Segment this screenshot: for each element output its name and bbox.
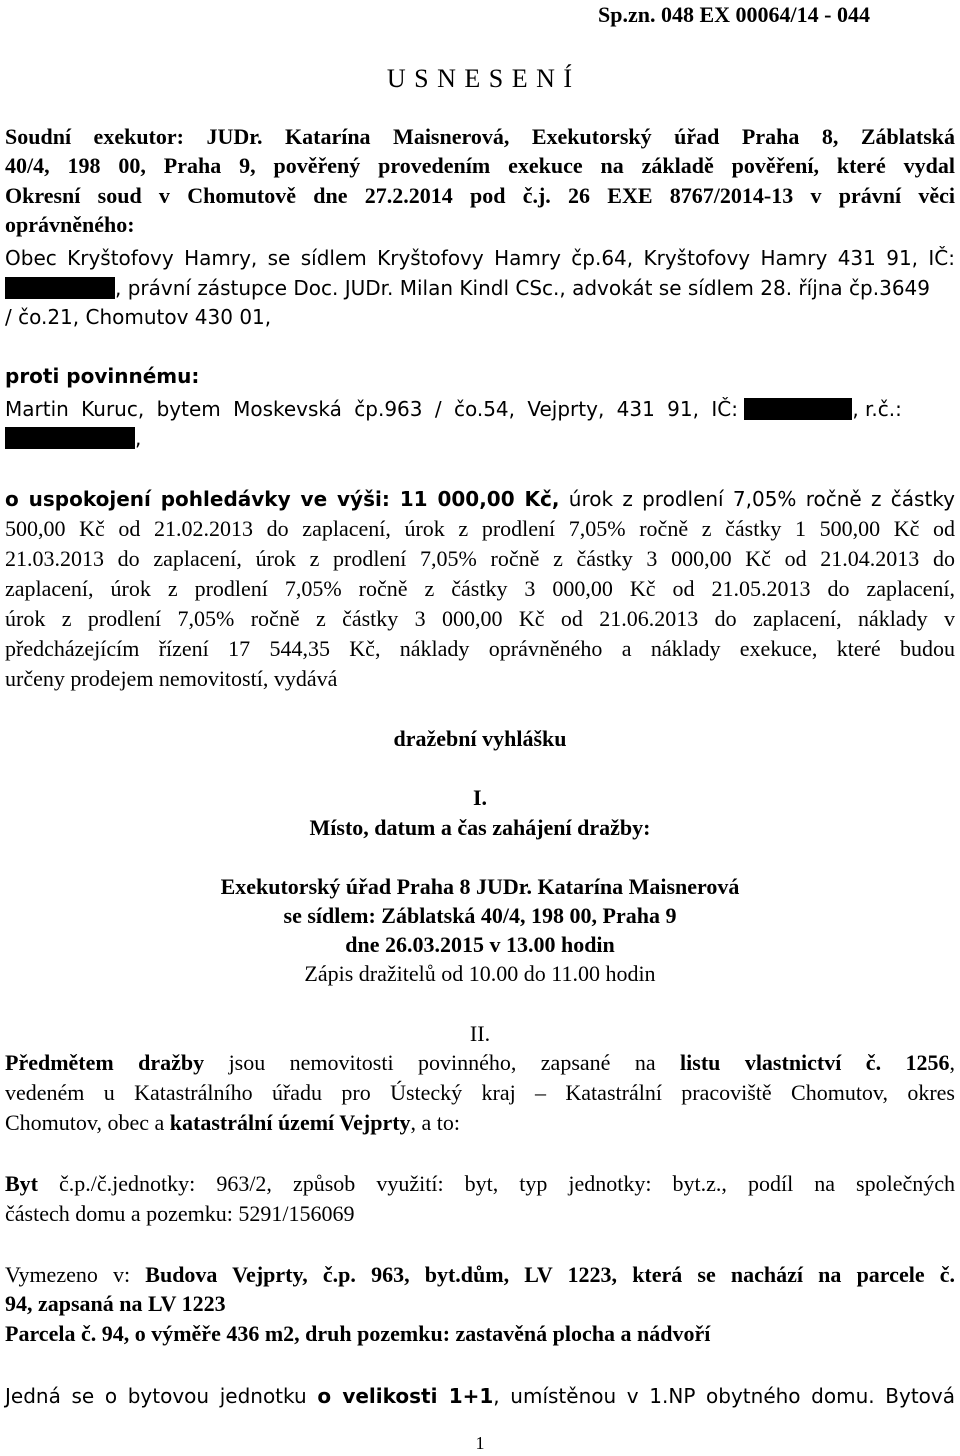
building-description: Budova Vejprty, č.p. 963, byt.dům, LV 1223, která se nachází na parcele č. xyxy=(145,1262,956,1287)
creditor-heading: oprávněného: xyxy=(5,212,135,237)
debtor-name-address: Martin Kuruc, bytem Moskevská čp.963 / čo.54, Vejprty, 431 91, IČ: xyxy=(5,397,738,421)
subject-line-2: vedeném u Katastrálního úřadu pro Ústecký kraj – Katastrální pracoviště Chomutov, okres xyxy=(5,1080,955,1105)
unit-size: o velikosti 1+1 xyxy=(317,1384,494,1408)
claim-line-5: úrok z prodlení 7,05% ročně z částky 3 000,00 Kč od 21.06.2013 do zaplacení, náklady v xyxy=(5,606,955,631)
unit-line-2: částech domu a pozemku: 5291/156069 xyxy=(5,1201,355,1226)
creditor-line-1: Obec Kryštofovy Hamry, se sídlem Kryštofovy Hamry čp.64, Kryštofovy Hamry 431 91, IČ: xyxy=(5,246,955,270)
claim-line-3: 21.03.2013 do zaplacení, úrok z prodlení 7,05% ročně z částky 3 000,00 Kč od 21.04.2013 do xyxy=(5,546,955,571)
auction-address: se sídlem: Záblatská 40/4, 198 00, Praha 9 xyxy=(283,903,677,928)
subject-line-1 xyxy=(5,1050,955,1076)
scope-line-2: 94, zapsaná na LV 1223 xyxy=(5,1291,226,1316)
section-2-numeral: II. xyxy=(469,1021,491,1046)
claim-line-7: určeny prodejem nemovitostí, vydává xyxy=(5,666,338,691)
unit-size-line xyxy=(5,1383,955,1409)
intro-line-3: Okresní soud v Chomutově dne 27.2.2014 pod č.j. 26 EXE 8767/2014-13 v právní věci xyxy=(5,183,955,208)
subject-text: jsou nemovitosti povinného, zapsané na xyxy=(204,1050,681,1075)
unit-size-text: Jedná se o bytovou jednotku xyxy=(5,1384,318,1408)
section-1-heading: Místo, datum a čas zahájení dražby: xyxy=(309,815,651,840)
debtor-line-2 xyxy=(5,425,955,451)
subject-comma: , xyxy=(949,1050,955,1075)
claim-line-6: předcházejícím řízení 17 544,35 Kč, náklady oprávněného a náklady exekuce, které budou xyxy=(5,636,955,661)
redacted-birth-number xyxy=(5,427,135,449)
subject-line-3-end: , a to: xyxy=(410,1110,461,1135)
subject-label: Předmětem dražby xyxy=(5,1050,205,1075)
unit-line-1 xyxy=(5,1171,955,1197)
claim-amount: o uspokojení pohledávky ve výši: 11 000,00 Kč, xyxy=(5,487,560,511)
debtor-birth-number-label: , r.č.: xyxy=(852,397,902,421)
claim-line-4: zaplacení, úrok z prodlení 7,05% ročně z částky 3 000,00 Kč od 21.05.2013 do zaplacení, xyxy=(5,576,955,601)
unit-description: č.p./č.jednotky: 963/2, způsob využití: byt, typ jednotky: byt.z., podíl na společných xyxy=(38,1171,955,1196)
creditor-line-3: / čo.21, Chomutov 430 01, xyxy=(5,305,272,329)
claim-line-1-rest: úrok z prodlení 7,05% ročně z částky xyxy=(559,487,955,511)
ownership-sheet: listu vlastnictví č. 1256 xyxy=(680,1050,950,1075)
subject-line-3 xyxy=(5,1110,955,1136)
claim-line-2: 500,00 Kč od 21.02.2013 do zaplacení, úrok z prodlení 7,05% ročně z částky 1 500,00 Kč od xyxy=(5,516,955,541)
scope-label: Vymezeno v: xyxy=(5,1262,146,1287)
debtor-line-1 xyxy=(5,396,955,422)
cadastral-area: katastrální území Vejprty xyxy=(169,1110,411,1135)
debtor-heading: proti povinnému: xyxy=(5,364,200,388)
subject-line-3-text: Chomutov, obec a xyxy=(5,1110,170,1135)
decree-title: dražební vyhlášku xyxy=(393,726,567,751)
case-number: Sp.zn. 048 EX 00064/14 - 044 xyxy=(598,2,870,27)
auction-office: Exekutorský úřad Praha 8 JUDr. Katarína Maisnerová xyxy=(220,874,740,899)
parcel-line: Parcela č. 94, o výměře 436 m2, druh pozemku: zastavěná plocha a nádvoří xyxy=(5,1321,711,1346)
unit-label: Byt xyxy=(5,1171,38,1196)
section-1-numeral: I. xyxy=(472,785,488,810)
creditor-representative: , právní zástupce Doc. JUDr. Milan Kindl CSc., advokát se sídlem 28. října čp.3649 xyxy=(115,276,930,300)
scope-line-1 xyxy=(5,1262,955,1288)
document-title: U S N E S E N Í xyxy=(386,64,574,93)
creditor-line-2 xyxy=(5,275,955,301)
intro-line-1: Soudní exekutor: JUDr. Katarína Maisnerová, Exekutorský úřad Praha 8, Záblatská xyxy=(5,124,955,149)
auction-date: dne 26.03.2015 v 13.00 hodin xyxy=(345,932,615,957)
unit-size-rest: , umístěnou v 1.NP obytného domu. Bytová xyxy=(493,1384,955,1408)
claim-line-1 xyxy=(5,486,955,512)
page-number: 1 xyxy=(475,1433,485,1453)
intro-line-2: 40/4, 198 00, Praha 9, pověřený provedením exekuce na základě pověření, které vydal xyxy=(5,153,955,178)
debtor-line-2-text: , xyxy=(135,426,142,450)
redacted-id xyxy=(744,398,852,420)
redacted-id xyxy=(5,277,115,299)
auction-registration: Zápis dražitelů od 10.00 do 11.00 hodin xyxy=(304,961,656,986)
